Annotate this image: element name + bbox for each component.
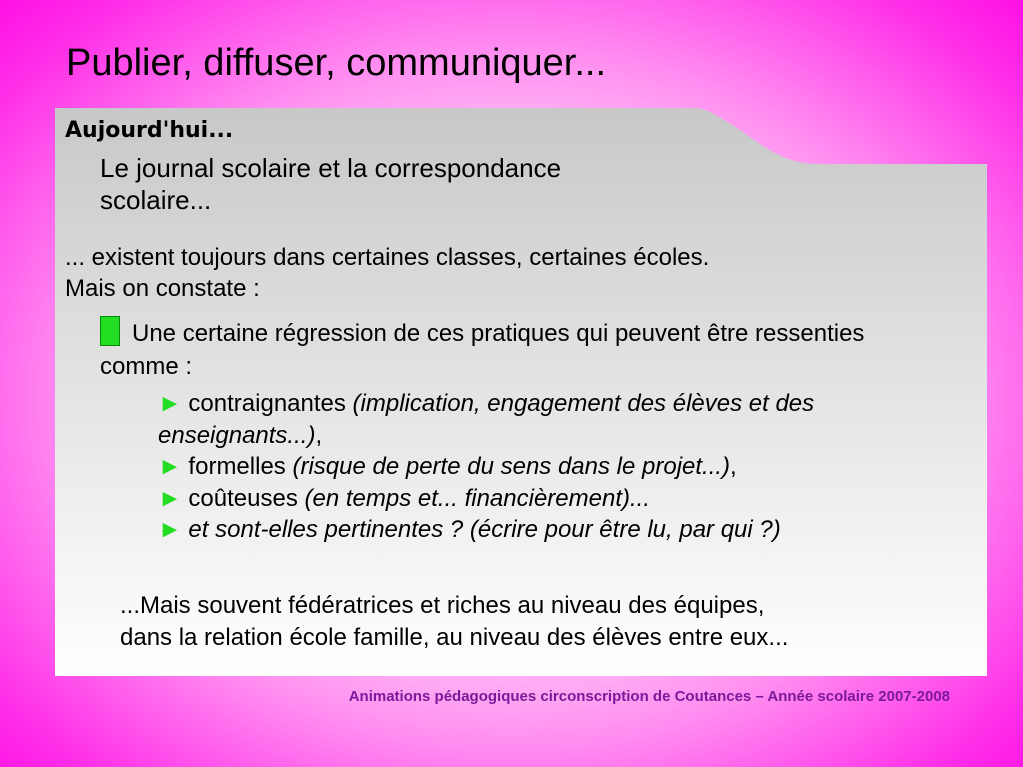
subtitle-line: scolaire... [100, 185, 212, 215]
point-text: coûteuses [181, 484, 305, 512]
point-detail: et sont-elles pertinentes ? (écrire pour être lu, par qui ?) [181, 516, 781, 543]
arrow-right-icon: ► [158, 484, 182, 512]
arrow-right-icon: ► [158, 453, 182, 480]
list-item [158, 483, 958, 515]
point-detail: (risque de perte du sens dans le projet...) [292, 453, 731, 480]
subtitle-line: Le journal scolaire et la correspondance [100, 153, 562, 183]
point-suffix: , [730, 453, 737, 480]
list-item [158, 514, 958, 546]
conclusion-line: ...Mais souvent fédératrices et riches au niveau des équipes, [120, 592, 765, 619]
conclusion-text [120, 590, 940, 654]
slide-title: Publier, diffuser, communiquer... [66, 42, 607, 84]
content-panel [55, 108, 987, 676]
footer-credit: Animations pédagogiques circonscription de Coutances – Année scolaire 2007-2008 [348, 688, 950, 705]
list-item [158, 388, 958, 451]
intro-line: Mais on constate : [65, 275, 260, 302]
section-label: Aujourd'hui... [65, 118, 234, 143]
list-item [158, 451, 958, 483]
point-suffix: , [315, 421, 323, 449]
regression-paragraph [100, 316, 930, 383]
regression-text: Une certaine régression de ces pratiques qui peuvent être ressenties comme : [100, 320, 865, 380]
point-text: contraignantes [181, 390, 353, 417]
arrow-right-icon: ► [158, 516, 182, 543]
subtitle [100, 152, 680, 216]
points-list [158, 388, 958, 546]
green-square-bullet-icon [100, 316, 120, 346]
intro-line: ... existent toujours dans certaines classes, certaines écoles. [65, 244, 710, 271]
point-text: formelles [181, 453, 293, 480]
conclusion-line: dans la relation école famille, au niveau des élèves entre eux... [120, 624, 789, 651]
point-detail: (en temps et... financièrement)... [304, 484, 650, 512]
arrow-right-icon: ► [158, 390, 182, 417]
point-detail: (implication, engagement des élèves et des enseignants...) [158, 390, 815, 449]
intro-text [65, 242, 965, 304]
